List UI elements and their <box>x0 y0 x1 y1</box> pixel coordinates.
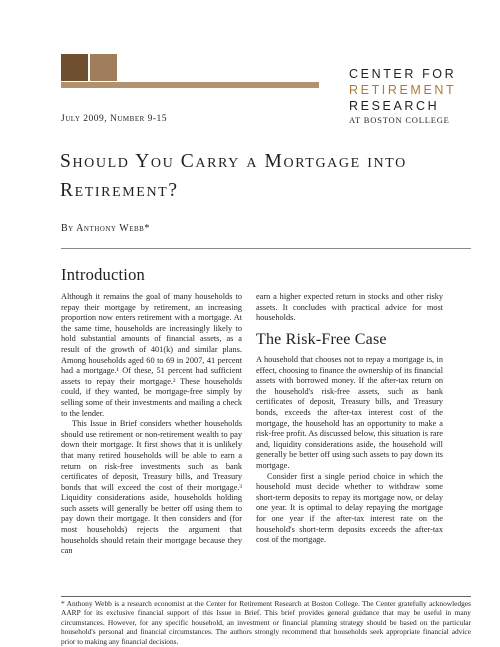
title-line-1: Should You Carry a Mortgage into <box>60 151 407 172</box>
intro-paragraph-3: earn a higher expected return in stocks and other risky assets. It concludes with practical advice for most households. <box>256 292 443 323</box>
logo-line-center-for: CENTER FOR <box>349 67 457 81</box>
risk-paragraph-1: A household that chooses not to repay a mortgage is, in effect, choosing to finance the ownership of its financial assets with borrowed money. If the after-tax return on the household's risk-free assets, such as bank certificates of deposit, Treasury bills, and Treasury bonds, exceeds the after-tax interest cost of the mortgage, the household has an opportunity to make a risk-free profit. As discussed below, this situation is rare and, liquidity considerations aside, the household will generally be better off using such assets to pay down its mortgage. <box>256 355 443 470</box>
logo-line-boston-college: AT BOSTON COLLEGE <box>349 115 450 125</box>
header-band <box>61 82 319 88</box>
footnote-text: * Anthony Webb is a research economist at the Center for Retirement Research at Boston College. The Center gratefully acknowledges AARP for its exclusive financial support of this Issue in Brief. This brief provides general guidance that may be useful in many circumstances. However, for any specific household, an investment or financial planning strategy should be based on the particular household's personal and financial circumstances. The authors strongly recommend that households seek appropriate financial advice prior to making any financial decisions. <box>61 599 471 646</box>
logo-square-light <box>90 54 117 81</box>
intro-paragraph-1: Although it remains the goal of many households to repay their mortgage by retirement, an increasing proportion now enters retirement with a mortgage. At the same time, households are increasingly likely to hold substantial amounts of financial assets, as a result of the growth of 401(k) and similar plans. Among households aged 60 to 69 in 2007, 41 percent had a mortgage.¹ Of these, 51 percent had sufficient assets to repay their mortgage.² These households could, if they wanted, be mortgage-free simply by selling some of their investments and mailing a check to the lender. <box>61 292 242 418</box>
intro-paragraph-2: This Issue in Brief considers whether households should use retirement or non-retirement wealth to pay down their mortgage. It first shows that it is unlikely that many retired households will be able to earn a return on risk-free investments such as bank certificates of deposit, Treasury bills, and Treasury bonds that will exceed the cost of their mortgage.³ Liquidity considerations aside, households holding such assets will generally be better off using them to pay down their mortgage. It then considers and (for most households) rejects the argument that households should retain their mortgage because they can <box>61 419 242 556</box>
center-logo <box>349 66 456 127</box>
footnote-divider <box>61 596 471 597</box>
risk-paragraph-2: Consider first a single period choice in which the household must decide whether to withdraw some short-term deposits to repay its mortgage now, or delay one year. It is optimal to delay repaying the mortgage for one year if the after-tax interest rate on the household's short-term deposits exceeds the after-tax cost of the mortgage. <box>256 471 443 545</box>
issue-date-number: July 2009, Number 9-15 <box>61 114 168 124</box>
author-byline: By Anthony Webb* <box>61 223 150 234</box>
section-heading-introduction: Introduction <box>61 265 145 284</box>
column-left <box>61 292 242 557</box>
header-divider <box>61 248 471 249</box>
footnote <box>61 599 471 646</box>
title-line-2: Retirement? <box>60 180 179 201</box>
column-right-bottom <box>256 355 443 546</box>
section-heading-risk-free-case: The Risk-Free Case <box>256 331 387 348</box>
column-right-top <box>256 292 443 324</box>
logo-square-dark <box>61 54 88 81</box>
logo-line-research: RESEARCH <box>349 99 440 113</box>
logo-line-retirement: RETIREMENT <box>349 83 457 97</box>
page-title <box>60 147 460 205</box>
